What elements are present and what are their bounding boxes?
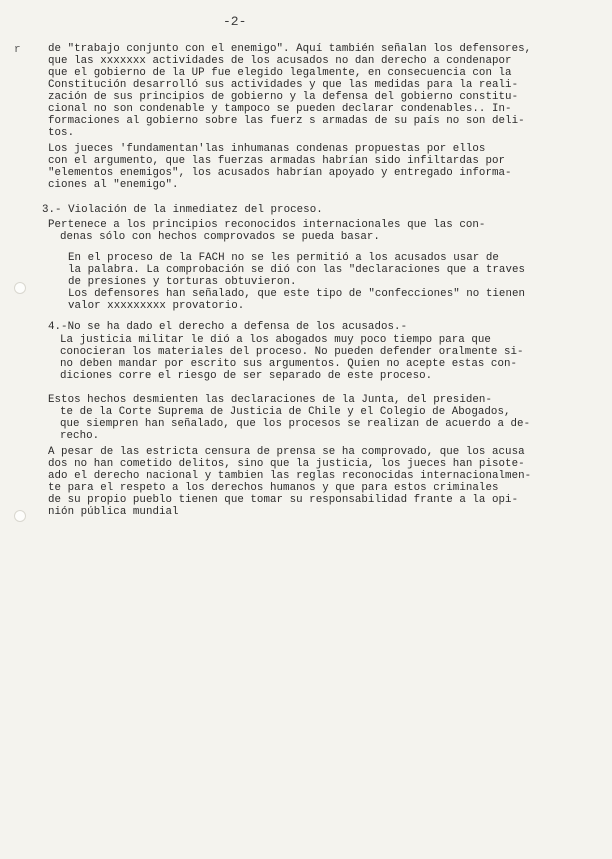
text-line: recho.	[60, 430, 100, 442]
text-line: Estos hechos desmienten las declaraciones de la Junta, del presiden-	[48, 394, 492, 406]
text-line: te de la Corte Suprema de Justicia de Chile y el Colegio de Abogados,	[60, 406, 511, 418]
text-line: tos.	[48, 127, 75, 139]
text-line: de "trabajo conjunto con el enemigo". Aquí también señalan los defensores,	[48, 43, 532, 55]
text-line: zación de sus principios de gobierno y la defensa del gobierno constitu-	[48, 91, 519, 103]
text-line: Pertenece a los principios reconocidos internacionales que las con-	[48, 219, 486, 231]
text-line: con el argumento, que las fuerzas armadas habrían sido infiltardas por	[48, 155, 506, 167]
punch-hole	[14, 282, 26, 294]
text-line: valor xxxxxxxxx provatorio.	[68, 300, 245, 312]
text-line: "elementos enemigos", los acusados habrían apoyado y entregado informa-	[48, 167, 512, 179]
page-number: -2-	[223, 14, 247, 29]
text-line: de su propio pueblo tienen que tomar su responsabilidad frante a la opi-	[48, 494, 519, 506]
text-line: Los defensores han señalado, que este tipo de "confecciones" no tienen	[68, 288, 526, 300]
text-line: que siempren han señalado, que los procesos se realizan de acuerdo a de-	[60, 418, 531, 430]
text-line: la palabra. La comprobación se dió con las "declaraciones que a traves	[68, 264, 526, 276]
text-line: Constitución desarrolló sus actividades y que las medidas para la reali-	[48, 79, 519, 91]
text-line: ciones al "enemigo".	[48, 179, 179, 191]
text-line: denas sólo con hechos comprovados se pueda basar.	[60, 231, 380, 243]
text-line: La justicia militar le dió a los abogados muy poco tiempo para que	[60, 334, 491, 346]
punch-hole	[14, 510, 26, 522]
text-line: formaciones al gobierno sobre las fuerz s armadas de su país no son deli-	[48, 115, 525, 127]
section-heading: 3.- Violación de la inmediatez del proceso.	[42, 204, 323, 216]
text-line: diciones corre el riesgo de ser separado de este proceso.	[60, 370, 433, 382]
text-line: te para el respeto a los derechos humanos y que para estos criminales	[48, 482, 499, 494]
section-heading: 4.-No se ha dado el derecho a defensa de los acusados.-	[48, 321, 408, 333]
text-line: que el gobierno de la UP fue elegido legalmente, en consecuencia con la	[48, 67, 512, 79]
text-line: conocieran los materiales del proceso. No pueden defender oralmente si-	[60, 346, 524, 358]
text-line: no deben mandar por escrito sus argumentos. Quien no acepte estas con-	[60, 358, 518, 370]
text-line: dos no han cometido delitos, sino que la justicia, los jueces han pisote-	[48, 458, 525, 470]
text-line: nión pública mundial	[48, 506, 179, 518]
text-line: A pesar de las estricta censura de prensa se ha comprovado, que los acusa	[48, 446, 525, 458]
text-line: ado el derecho nacional y tambien las reglas reconocidas internacionalmen-	[48, 470, 532, 482]
text-line: que las xxxxxxx actividades de los acusados no dan derecho a condenapor	[48, 55, 512, 67]
text-line: En el proceso de la FACH no se les permitió a los acusados usar de	[68, 252, 499, 264]
margin-mark: r	[14, 44, 21, 56]
text-line: de presiones y torturas obtuvieron.	[68, 276, 297, 288]
text-line: Los jueces 'fundamentan'las inhumanas condenas propuestas por ellos	[48, 143, 486, 155]
text-line: cional no son condenable y tampoco se pueden declarar condenables.. In-	[48, 103, 512, 115]
